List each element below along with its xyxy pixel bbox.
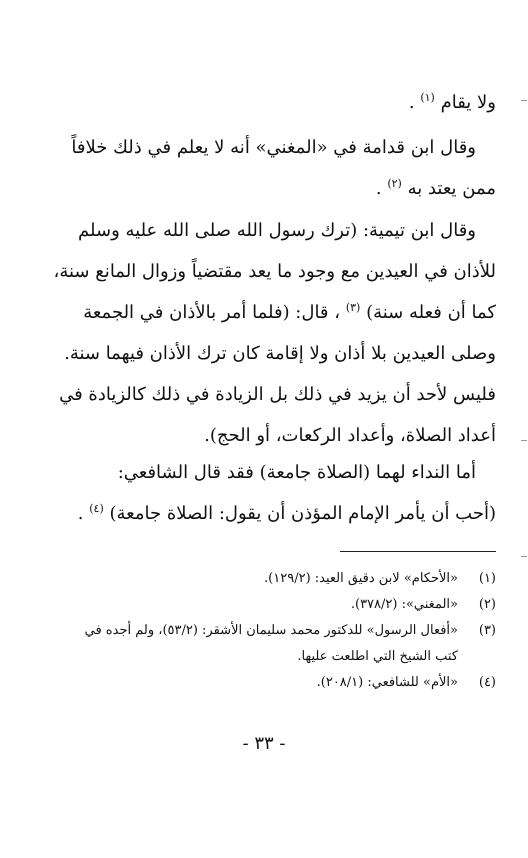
- text-line: وصلى العيدين بلا أذان ولا إقامة كان ترك الأذان فيهما سنة.: [64, 343, 496, 364]
- text-run: ولا يقام: [440, 92, 496, 113]
- text-line: وقال ابن قدامة في «المغني» أنه لا يعلم في ذلك خلافاً: [71, 137, 476, 158]
- footnote-number: (٣): [478, 623, 496, 638]
- text-line: [40, 292, 496, 333]
- margin-tick: [521, 440, 527, 441]
- footnotes: [40, 566, 496, 696]
- footnote-ref[interactable]: (٢): [387, 177, 402, 190]
- footnote-item: [40, 618, 496, 644]
- margin-tick: [521, 556, 527, 557]
- footnote-text: «أفعال الرسول» للدكتور محمد سليمان الأشقر: (٥٣/٢)، ولم أجده في: [84, 623, 458, 638]
- footnote-divider: [340, 551, 496, 552]
- footnote-number: (٢): [478, 597, 496, 612]
- text-run: ممن يعتد به: [407, 178, 496, 199]
- page-number: - ٣٣ -: [242, 733, 286, 754]
- paragraph-4: [40, 452, 496, 534]
- text-line: وقال ابن تيمية: (ترك رسول الله صلى الله عليه وسلم: [78, 220, 476, 241]
- text-line: أما النداء لهما (الصلاة جامعة) فقد قال الشافعي:: [117, 462, 476, 483]
- footnote-ref[interactable]: (٤): [89, 502, 104, 515]
- text-run: .: [375, 178, 382, 199]
- footnote-text: «المغني»: (٣٧٨/٢).: [350, 597, 458, 612]
- footnote-number: (٤): [478, 675, 496, 690]
- footnote-item: [40, 566, 496, 592]
- paragraph-2: [40, 127, 496, 209]
- text-line: [40, 493, 496, 534]
- text-run: (أحب أن يأمر الإمام المؤذن أن يقول: الصلاة جامعة): [109, 503, 496, 524]
- text-run: .: [77, 503, 84, 524]
- paragraph-3: [40, 210, 496, 456]
- margin-tick: [521, 100, 527, 101]
- footnote-text: «الأحكام» لابن دقيق العيد: (١٢٩/٢).: [264, 571, 458, 586]
- text-line: للأذان في العيدين مع وجود ما يعد مقتضياً وزوال المانع سنة،: [53, 261, 496, 282]
- footnote-item: [40, 592, 496, 618]
- text-line: [40, 168, 496, 209]
- footnote-item: [40, 670, 496, 696]
- footnote-number: (١): [478, 571, 496, 586]
- footnote-text: «الأم» للشافعي: (٢٠٨/١).: [316, 675, 458, 690]
- footnote-ref[interactable]: (١): [420, 91, 435, 104]
- text-run: كما أن فعله سنة): [366, 302, 496, 323]
- text-line: [40, 82, 496, 123]
- text-run: .: [408, 92, 415, 113]
- text-line: أعداد الصلاة، وأعداد الركعات، أو الحج).: [204, 425, 496, 446]
- text-run: ، قال: (فلما أمر بالأذان في الجمعة: [83, 302, 341, 323]
- text-line: فليس لأحد أن يزيد في ذلك بل الزيادة في ذلك كالزيادة في: [59, 384, 496, 405]
- paragraph-1: [40, 82, 496, 123]
- footnote-continuation: كتب الشيخ التي اطلعت عليها.: [297, 649, 458, 664]
- footnote-ref[interactable]: (٣): [345, 301, 361, 314]
